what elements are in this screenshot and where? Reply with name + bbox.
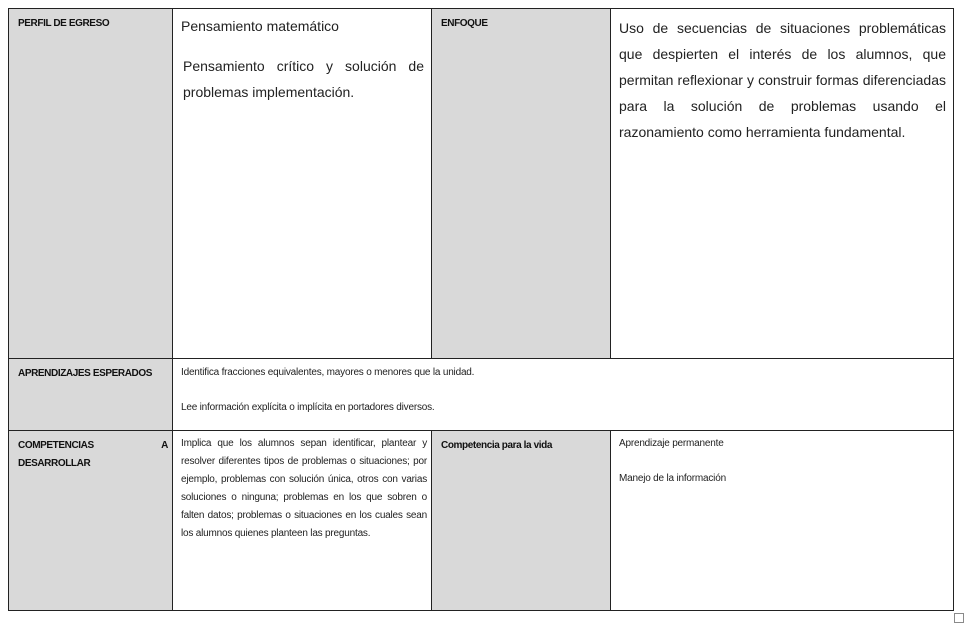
row-competencias [9,431,954,611]
perfil-detail: Pensamiento crítico y solución de problemas implementación. [183,58,424,100]
enfoque-label-cell [432,9,611,359]
vida-item-2: Manejo de la información [619,473,726,484]
competencias-label [9,431,172,473]
aprendizajes-label: APRENDIZAJES ESPERADOS [18,368,153,379]
perfil-label: PERFIL DE EGRESO [18,18,110,29]
enfoque-label: ENFOQUE [441,18,488,29]
vida-item-1: Aprendizaje permanente [619,438,724,449]
competencias-label-word: COMPETENCIAS [18,440,94,451]
vida-label: Competencia para la vida [441,440,553,451]
enfoque-text: Uso de secuencias de situaciones problemáticas que despierten el interés de los alumnos, que permitan reflexionar y construir formas diferenciadas para la solución de problemas usando el razonamiento como herramienta fundamental. [619,20,946,140]
vida-label-cell [432,431,611,611]
perfil-value-cell[interactable] [173,9,432,359]
competencias-value-cell[interactable] [173,431,432,611]
perfil-label-cell [9,9,173,359]
competencias-label-cell [9,431,173,611]
competencias-label-desarrollar: DESARROLLAR [18,458,91,469]
competencias-label-a: A [161,440,168,451]
vida-value-cell[interactable] [611,431,954,611]
row-aprendizajes [9,359,954,431]
aprendizajes-label-cell [9,359,173,431]
plan-table [8,8,954,611]
perfil-title: Pensamiento matemático [181,18,339,34]
competencias-text: Implica que los alumnos sepan identificar, plantear y resolver diferentes tipos de problemas o situaciones; por ejemplo, problemas con solución única, otros con varias soluciones o ninguna; problemas en los que sobren o falten datos; problemas o situaciones en los cuales sean los alumnos quienes planteen las preguntas. [181,438,427,539]
aprendizaje-line-1: Identifica fracciones equivalentes, mayores o menores que la unidad. [181,367,475,378]
row-perfil [9,9,954,359]
aprendizaje-line-2: Lee información explícita o implícita en portadores diversos. [181,402,435,413]
enfoque-value-cell[interactable] [611,9,954,359]
aprendizajes-value-cell[interactable] [173,359,954,431]
table-resize-handle[interactable] [954,613,964,623]
